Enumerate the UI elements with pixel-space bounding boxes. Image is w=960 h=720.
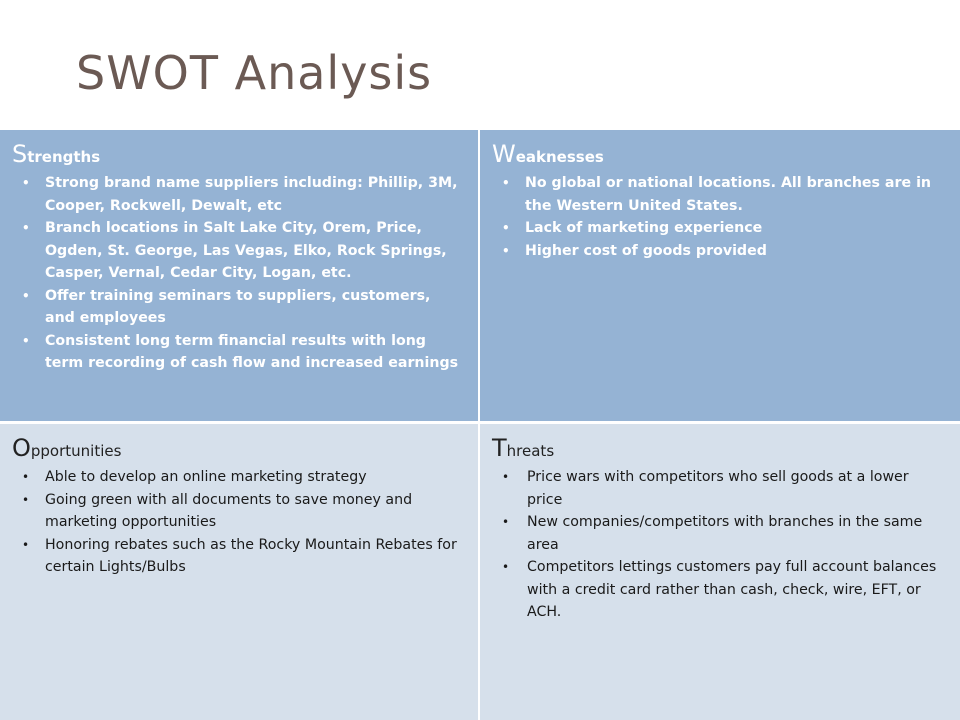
- bullet-icon: •: [22, 333, 30, 348]
- opportunities-quadrant: [0, 424, 480, 720]
- list-item-text: New companies/competitors with branches in the same area: [527, 514, 923, 553]
- list-item: [492, 556, 946, 624]
- strengths-heading-rest: trengths: [27, 148, 101, 166]
- threats-heading-rest: hreats: [506, 442, 555, 460]
- bullet-icon: •: [502, 243, 510, 258]
- list-item: [492, 466, 946, 511]
- threats-heading-initial: T: [492, 434, 507, 462]
- list-item-text: Consistent long term financial results with long term recording of cash flow and increased earnings: [45, 332, 459, 371]
- weaknesses-heading-initial: W: [492, 140, 516, 168]
- list-item-text: Strong brand name suppliers including: Phillip, 3M, Cooper, Rockwell, Dewalt, etc: [45, 175, 458, 214]
- list-item: [492, 240, 946, 263]
- list-item-text: Lack of marketing experience: [525, 220, 763, 236]
- bullet-icon: •: [22, 470, 30, 484]
- threats-list: [492, 466, 946, 624]
- swot-grid: [0, 130, 960, 720]
- strengths-list: [12, 172, 464, 375]
- list-item: [492, 511, 946, 556]
- list-item-text: Higher cost of goods provided: [525, 242, 767, 259]
- list-item: [12, 466, 464, 489]
- weaknesses-heading: [492, 142, 946, 166]
- threats-quadrant: [480, 424, 960, 720]
- weaknesses-list: [492, 172, 946, 262]
- list-item: [12, 330, 464, 375]
- bullet-icon: •: [502, 176, 510, 190]
- list-item: [12, 534, 464, 579]
- list-item: [12, 217, 464, 285]
- bullet-icon: •: [22, 537, 30, 552]
- bullet-icon: •: [22, 288, 30, 303]
- bullet-icon: •: [502, 515, 510, 529]
- opportunities-heading-initial: O: [12, 434, 31, 462]
- list-item-text: Branch locations in Salt Lake City, Orem, Price, Ogden, St. George, Las Vegas, Elko, Rock Springs, Casper, Vernal, Cedar City, Logan, etc.: [45, 220, 447, 281]
- bullet-icon: •: [22, 176, 30, 190]
- list-item-text: Competitors lettings customers pay full account balances with a credit card rather than cash, check, wire, EFT, or ACH.: [527, 559, 937, 620]
- list-item-text: Offer training seminars to suppliers, customers, and employees: [45, 287, 431, 326]
- bullet-icon: •: [502, 560, 510, 574]
- page-title: SWOT Analysis: [76, 46, 433, 100]
- list-item: [12, 285, 464, 330]
- opportunities-list: [12, 466, 464, 579]
- list-item-text: Able to develop an online marketing strategy: [45, 469, 367, 485]
- list-item-text: No global or national locations. All branches are in the Western United States.: [525, 175, 932, 214]
- list-item: [492, 172, 946, 217]
- list-item-text: Price wars with competitors who sell goods at a lower price: [527, 469, 909, 508]
- strengths-heading-initial: S: [12, 140, 28, 168]
- threats-heading: [492, 436, 946, 460]
- list-item: [12, 489, 464, 534]
- bullet-icon: •: [502, 221, 510, 235]
- list-item-text: Honoring rebates such as the Rocky Mountain Rebates for certain Lights/Bulbs: [45, 536, 457, 575]
- strengths-heading: [12, 142, 464, 166]
- bullet-icon: •: [22, 221, 30, 235]
- list-item: [12, 172, 464, 217]
- opportunities-heading: [12, 436, 464, 460]
- weaknesses-quadrant: [480, 130, 960, 424]
- bullet-icon: •: [502, 470, 510, 484]
- weaknesses-heading-rest: eaknesses: [515, 148, 604, 166]
- strengths-quadrant: [0, 130, 480, 424]
- list-item: [492, 217, 946, 240]
- bullet-icon: •: [22, 492, 30, 507]
- list-item-text: Going green with all documents to save money and marketing opportunities: [45, 491, 413, 530]
- opportunities-heading-rest: pportunities: [30, 442, 122, 460]
